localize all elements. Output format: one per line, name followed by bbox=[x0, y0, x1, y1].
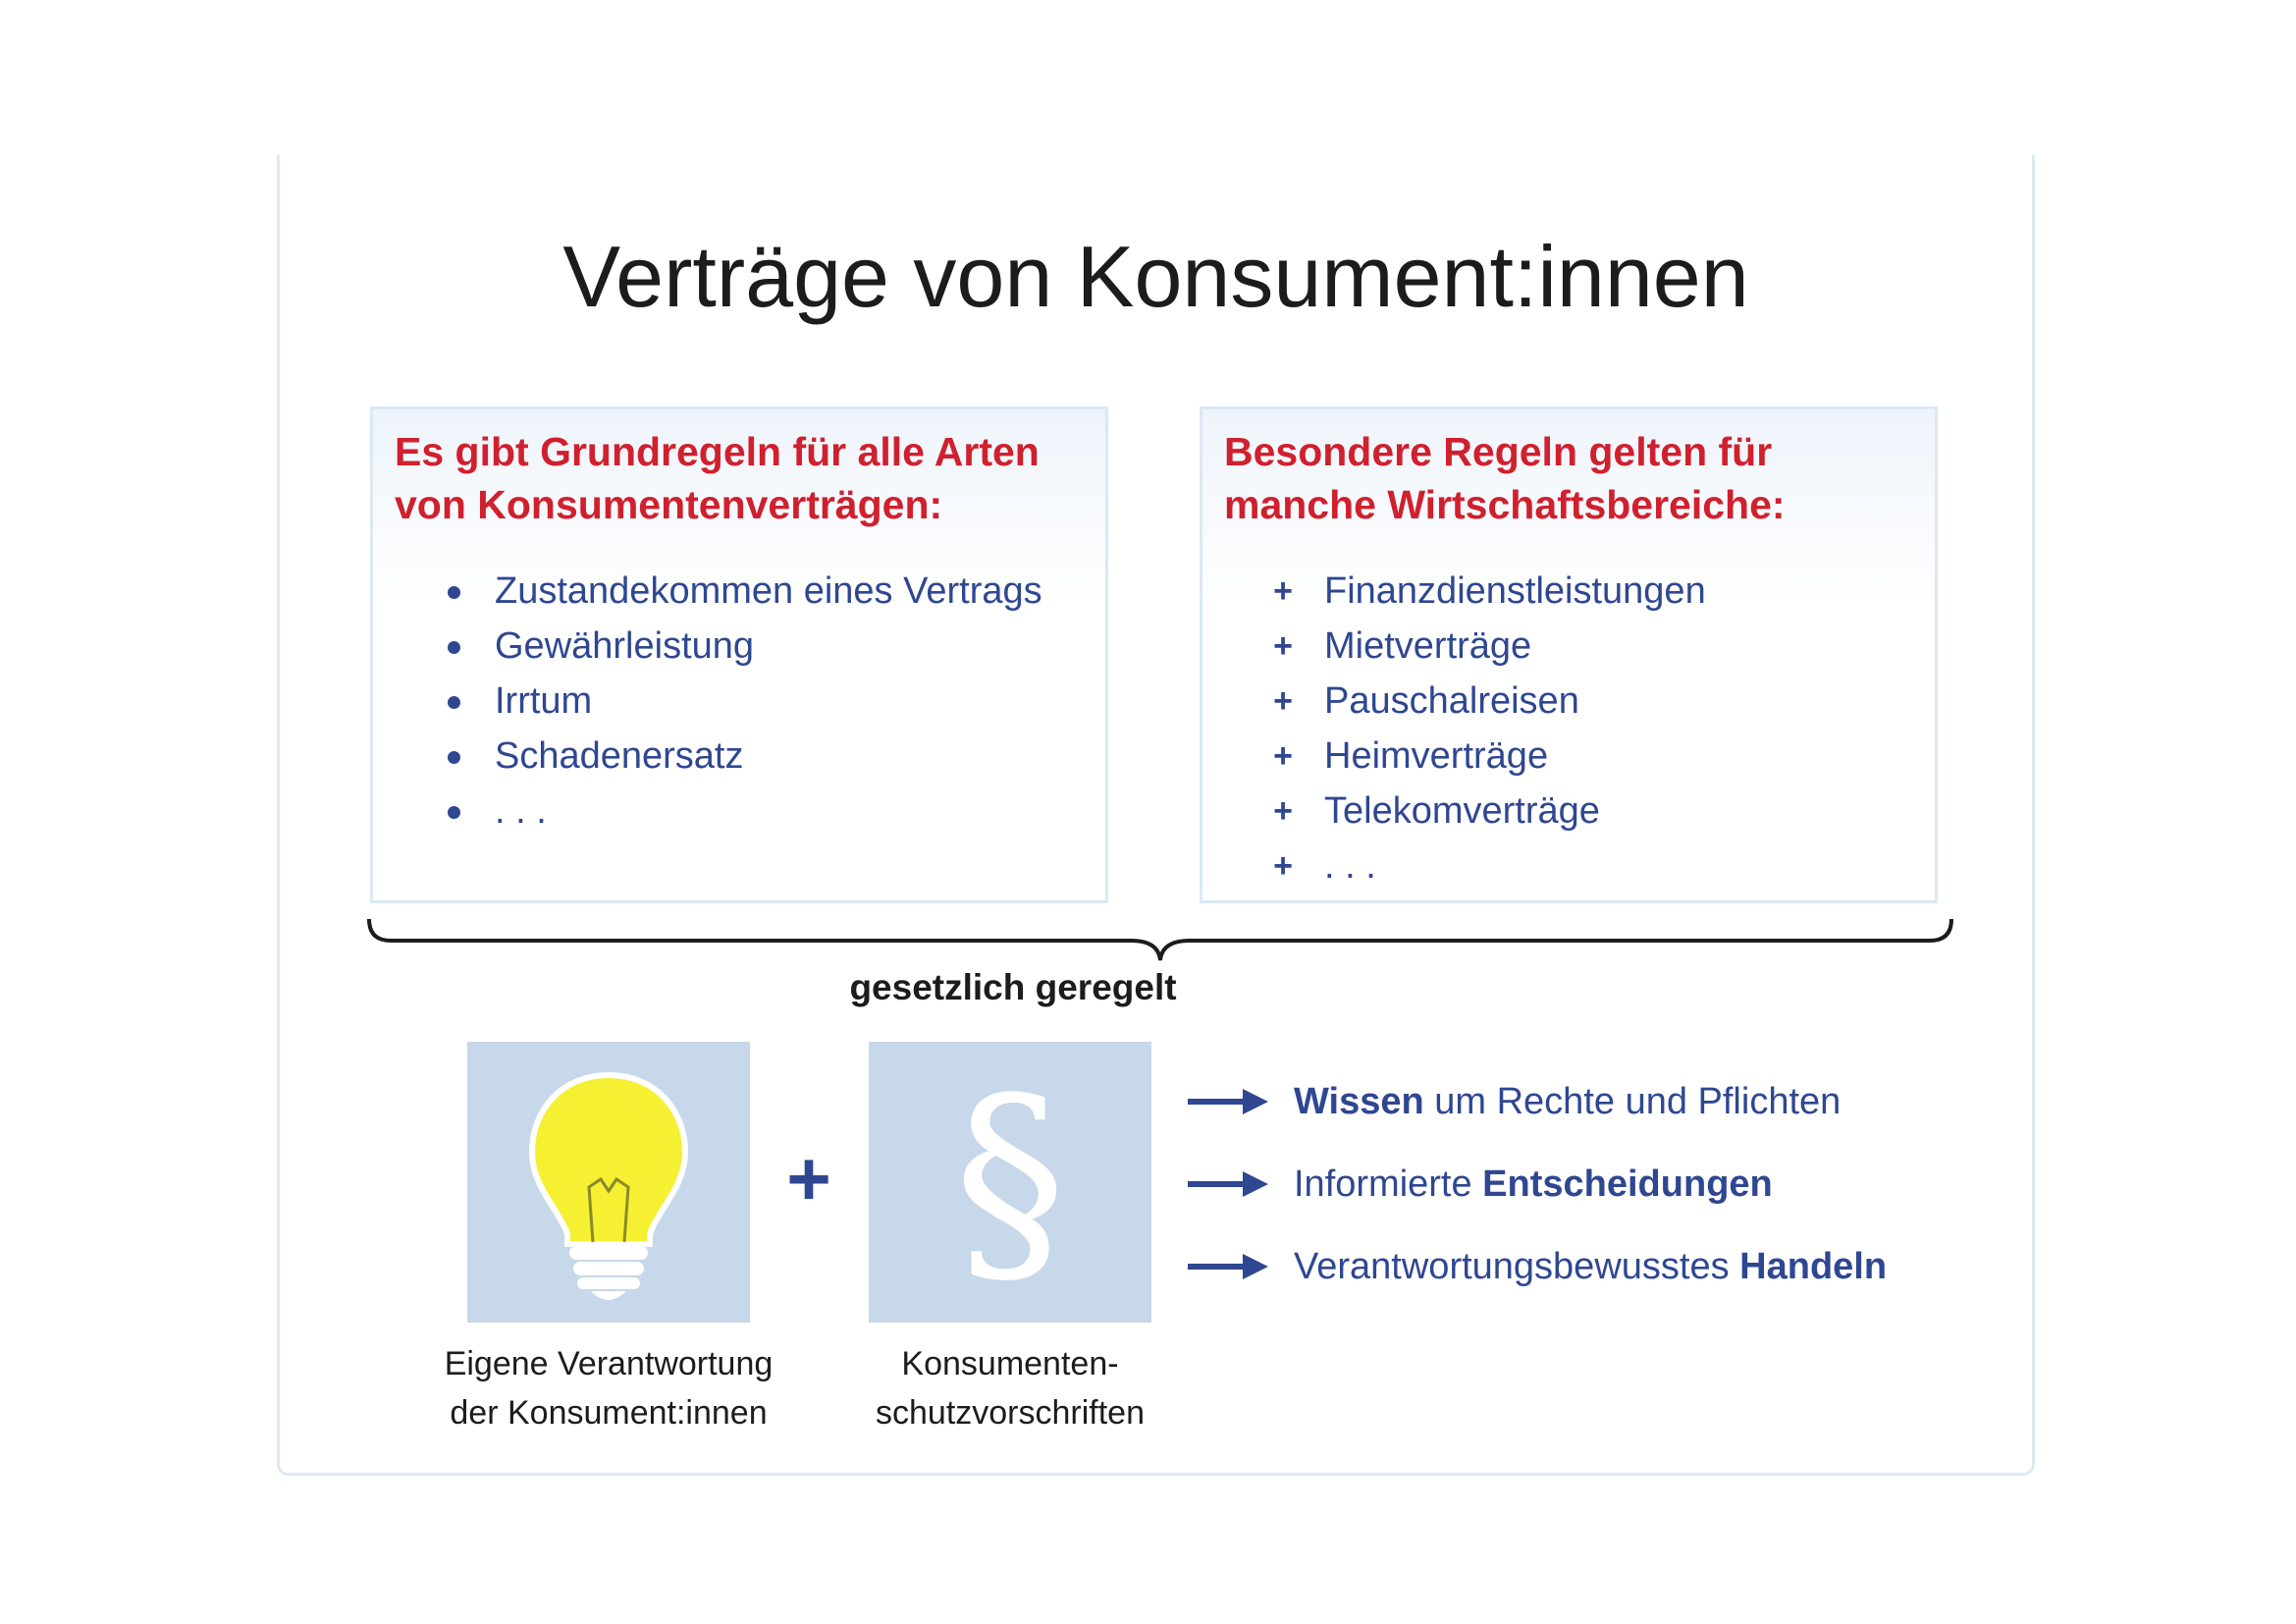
list-item bbox=[373, 784, 1105, 839]
general-rules-heading bbox=[395, 425, 1101, 531]
lightbulb-icon bbox=[467, 1042, 750, 1323]
list-item-label: Pauschalreisen bbox=[1324, 680, 1579, 722]
curly-brace-icon bbox=[365, 915, 1955, 964]
paragraph-caption bbox=[804, 1339, 1216, 1437]
list-item bbox=[373, 729, 1105, 784]
bulb-tile bbox=[467, 1042, 750, 1323]
list-item-label: Telekomverträge bbox=[1324, 790, 1600, 832]
bullet-icon bbox=[434, 674, 473, 729]
heading-line: von Konsumentenverträgen: bbox=[395, 482, 943, 527]
result-pre: Verantwortungsbewusstes bbox=[1294, 1246, 1740, 1287]
list-item bbox=[1202, 839, 1935, 893]
result-rest: um Rechte und Pflichten bbox=[1423, 1081, 1842, 1122]
general-rules-box bbox=[370, 406, 1108, 903]
plus-icon: + bbox=[1273, 627, 1293, 665]
list-item bbox=[1202, 729, 1935, 784]
list-item-label: Heimverträge bbox=[1324, 735, 1549, 777]
caption-line: schutzvorschriften bbox=[876, 1394, 1145, 1432]
list-item-label: Zustandekommen eines Vertrags bbox=[495, 570, 1042, 612]
list-item bbox=[373, 564, 1105, 619]
bullet-icon bbox=[434, 729, 473, 784]
bullet-icon bbox=[434, 784, 473, 839]
result-bold: Wissen bbox=[1294, 1081, 1424, 1122]
list-item-label: Schadenersatz bbox=[495, 735, 744, 777]
list-item-label: Gewährleistung bbox=[495, 625, 755, 667]
bullet-icon bbox=[434, 619, 473, 674]
result-row bbox=[1186, 1155, 1971, 1214]
caption-line: der Konsument:innen bbox=[450, 1394, 768, 1432]
heading-line: Besondere Regeln gelten für bbox=[1224, 429, 1773, 474]
list-item bbox=[373, 619, 1105, 674]
arrow-right-icon bbox=[1186, 1251, 1268, 1282]
bullet-icon bbox=[434, 564, 473, 619]
result-bold: Handeln bbox=[1739, 1246, 1888, 1287]
list-item-label: Mietverträge bbox=[1324, 625, 1532, 667]
bulb-caption bbox=[402, 1339, 815, 1437]
result-row bbox=[1186, 1072, 1971, 1131]
heading-line: manche Wirtschaftsbereiche: bbox=[1224, 482, 1786, 527]
plus-icon: + bbox=[1273, 792, 1293, 830]
result-text bbox=[1294, 1237, 1887, 1296]
arrow-right-icon bbox=[1186, 1168, 1268, 1200]
general-rules-list bbox=[373, 564, 1105, 839]
list-item bbox=[373, 674, 1105, 729]
special-rules-heading bbox=[1224, 425, 1931, 531]
list-item bbox=[1202, 619, 1935, 674]
list-item bbox=[1202, 674, 1935, 729]
caption-line: Konsumenten- bbox=[901, 1345, 1119, 1382]
result-text bbox=[1294, 1072, 1841, 1131]
list-item-label: . . . bbox=[495, 790, 547, 832]
list-item-label: Irrtum bbox=[495, 680, 593, 722]
list-item-label: Finanzdienstleistungen bbox=[1324, 570, 1706, 612]
special-rules-list bbox=[1202, 564, 1935, 893]
special-rules-box bbox=[1200, 406, 1938, 903]
heading-line: Es gibt Grundregeln für alle Arten bbox=[395, 429, 1040, 474]
result-pre: Informierte bbox=[1294, 1164, 1483, 1205]
caption-line: Eigene Verantwortung bbox=[444, 1345, 774, 1382]
list-item bbox=[1202, 784, 1935, 839]
result-row bbox=[1186, 1237, 1971, 1296]
result-text bbox=[1294, 1155, 1773, 1214]
page-title: Verträge von Konsument:innen bbox=[562, 228, 1749, 325]
plus-icon: + bbox=[1273, 682, 1293, 720]
plus-icon: + bbox=[1273, 737, 1293, 775]
result-bold: Entscheidungen bbox=[1482, 1164, 1773, 1205]
arrow-right-icon bbox=[1186, 1086, 1268, 1117]
plus-icon: + bbox=[786, 1135, 831, 1221]
paragraph-tile bbox=[869, 1042, 1151, 1323]
brace-label: gesetzlich geregelt bbox=[849, 967, 1177, 1007]
plus-icon: + bbox=[1273, 847, 1293, 885]
list-item bbox=[1202, 564, 1935, 619]
plus-icon: + bbox=[1273, 572, 1293, 610]
paragraph-icon: § bbox=[953, 1051, 1067, 1313]
list-item-label: . . . bbox=[1324, 845, 1376, 887]
